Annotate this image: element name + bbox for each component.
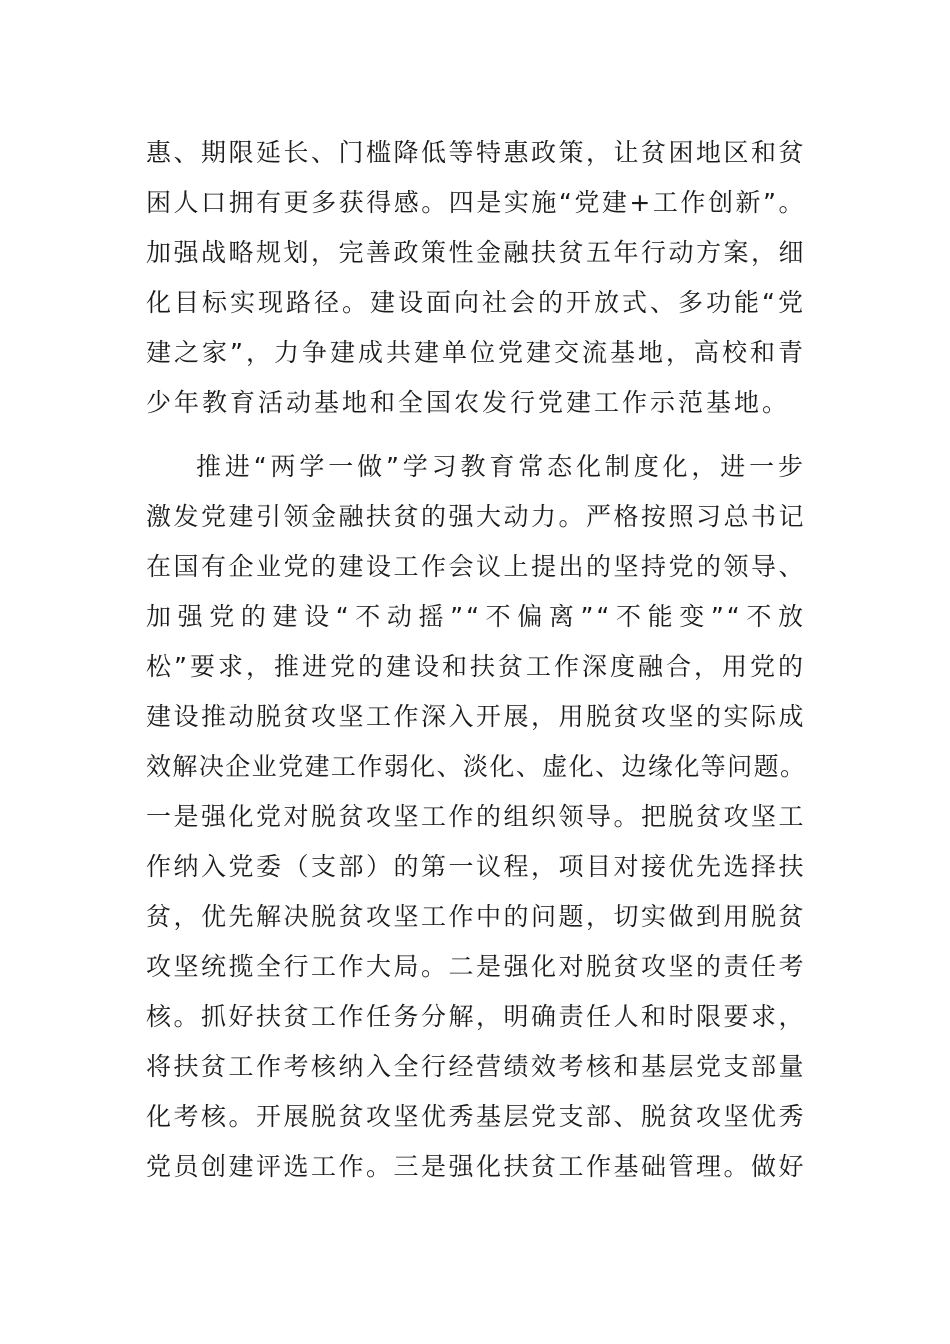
text-line-10: 加强党的建设“不动摇”“不偏离”“不能变”“不放 bbox=[146, 602, 806, 631]
paragraph-2-first-line: 推进“两学一做”学习教育常态化制度化，进一步 bbox=[196, 452, 806, 481]
text-line-11: 松”要求，推进党的建设和扶贫工作深度融合，用党的 bbox=[146, 652, 806, 681]
text-line-8: 激发党建引领金融扶贫的强大动力。严格按照习总书记 bbox=[146, 502, 807, 531]
text-line-13: 效解决企业党建工作弱化、淡化、虚化、边缘化等问题。 bbox=[146, 752, 806, 781]
text-line-14: 一是强化党对脱贫攻坚工作的组织领导。把脱贫攻坚工 bbox=[146, 802, 807, 831]
text-line-6: 少年教育活动基地和全国农发行党建工作示范基地。 bbox=[146, 388, 791, 417]
text-line-9: 在国有企业党的建设工作会议上提出的坚持党的领导、 bbox=[146, 552, 807, 581]
text-line-15: 作纳入党委（支部）的第一议程，项目对接优先选择扶 bbox=[146, 852, 807, 881]
text-line-12: 建设推动脱贫攻坚工作深入开展，用脱贫攻坚的实际成 bbox=[146, 702, 807, 731]
text-line-5: 建之家”，力争建成共建单位党建交流基地，高校和青 bbox=[146, 338, 806, 367]
text-line-1: 惠、期限延长、门槛降低等特惠政策，让贫困地区和贫 bbox=[146, 138, 807, 167]
text-line-18: 核。抓好扶贫工作任务分解，明确责任人和时限要求， bbox=[146, 1002, 807, 1031]
text-line-19: 将扶贫工作考核纳入全行经营绩效考核和基层党支部量 bbox=[146, 1052, 807, 1081]
text-line-2: 困人口拥有更多获得感。四是实施“党建+工作创新”。 bbox=[146, 188, 806, 217]
text-line-20: 化考核。开展脱贫攻坚优秀基层党支部、脱贫攻坚优秀 bbox=[146, 1102, 807, 1131]
text-line-17: 攻坚统揽全行工作大局。二是强化对脱贫攻坚的责任考 bbox=[146, 952, 807, 981]
text-line-16: 贫，优先解决脱贫攻坚工作中的问题，切实做到用脱贫 bbox=[146, 902, 807, 931]
text-line-4: 化目标实现路径。建设面向社会的开放式、多功能“党 bbox=[146, 288, 806, 317]
text-line-21: 党员创建评选工作。三是强化扶贫工作基础管理。做好 bbox=[146, 1152, 807, 1181]
text-line-3: 加强战略规划，完善政策性金融扶贫五年行动方案，细 bbox=[146, 238, 807, 267]
